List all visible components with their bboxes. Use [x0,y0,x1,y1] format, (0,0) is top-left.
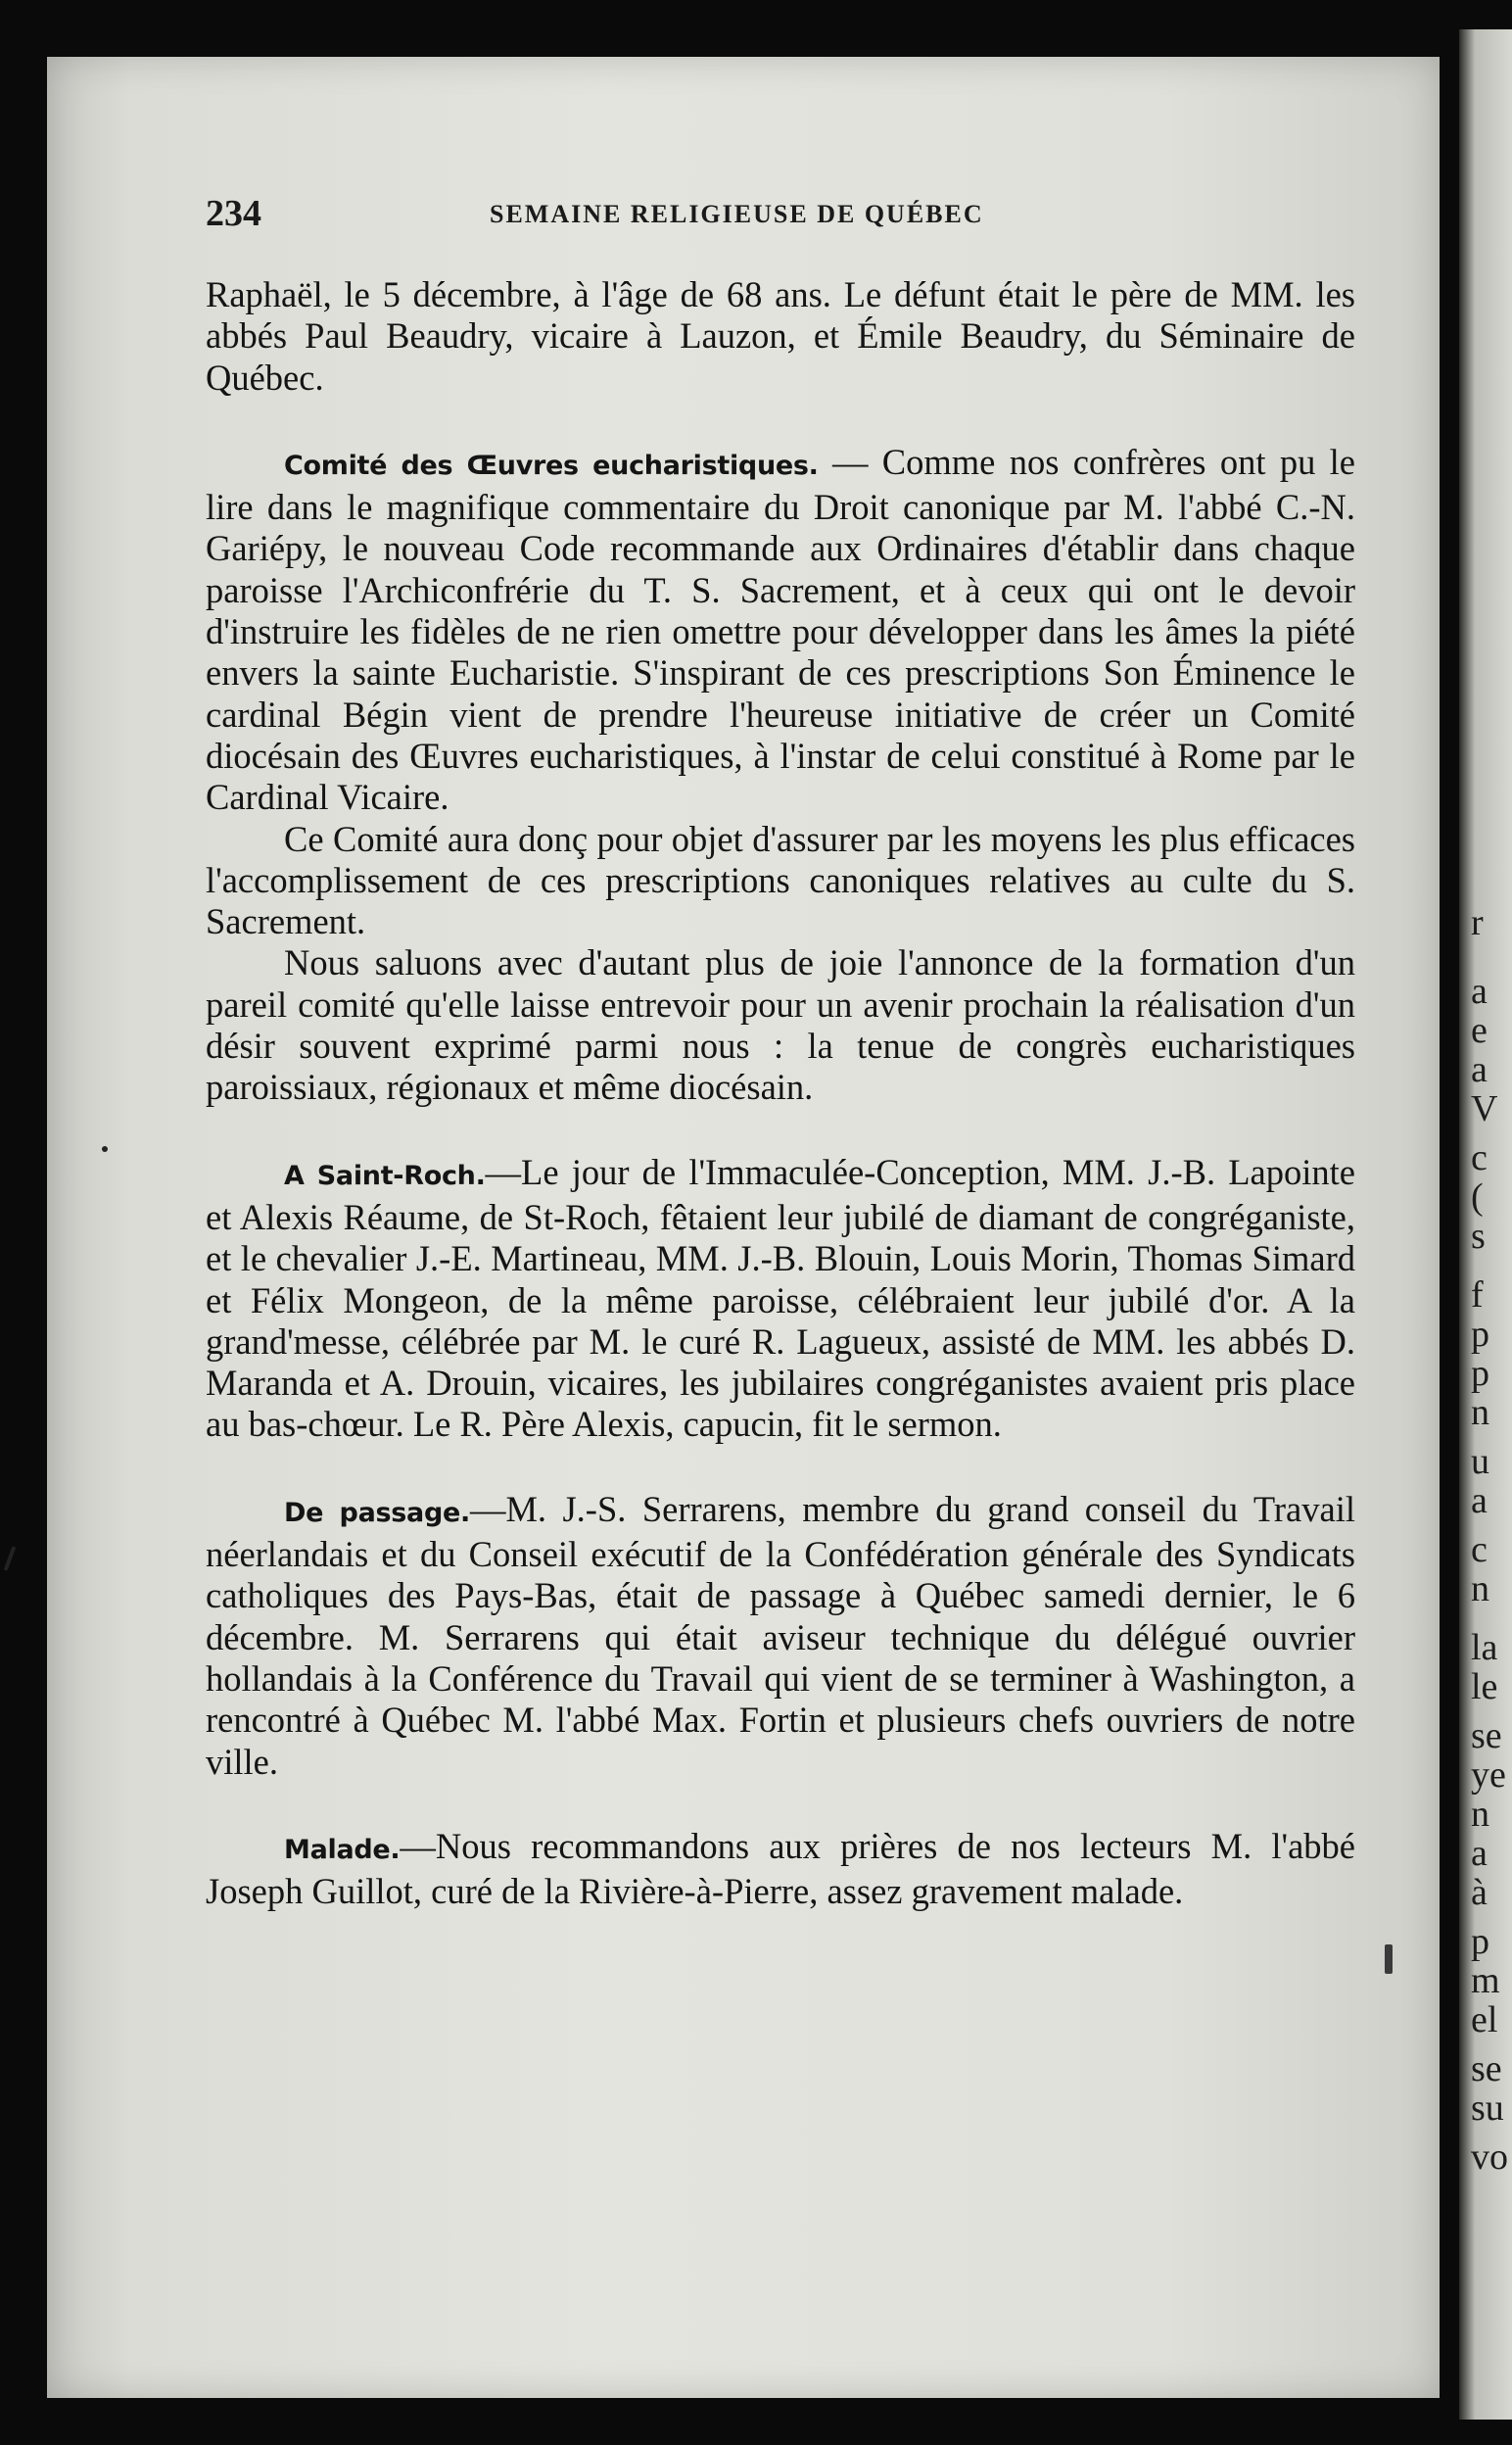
adjacent-page-fragment: a [1471,1049,1488,1090]
adjacent-page-fragment: e [1471,1010,1488,1051]
saint-roch-text: —Le jour de l'Immaculée-Conception, MM. J.-B. Lapointe et Alexis Réaume, de St-Roch, fêtaient leur jubilé de diamant de congréganiste, et le chevalier J.-E. Martineau, MM. J.-B. Blouin, Louis Morin, Thomas Simard et Félix Mongeon, de la même paroisse, célébraient leur jubilé d'or. A la grand'messe, célébrée par M. le curé R. Lagueux, assisté de MM. les abbés D. Maranda et A. Drouin, vicaires, les jubilaires congréganistes avaient pris place au bas-chœur. Le R. Père Alexis, capucin, fit le sermon. [206,1151,1355,1445]
adjacent-page-fragment: V [1471,1088,1498,1129]
adjacent-page-fragment: à [1471,1872,1488,1913]
comite-paragraph-2: Ce Comité aura donç pour objet d'assurer par les moyens les plus efficaces l'accomplissement de ces prescriptions canoniques relatives au culte du S. Sacrement. [206,818,1355,942]
adjacent-page-edge [1459,29,1512,2420]
adjacent-page-fragment: f [1471,1274,1484,1316]
malade-paragraph [206,1826,1355,1913]
adjacent-page-fragment: le [1471,1666,1498,1707]
adjacent-page-fragment: se [1471,2048,1502,2089]
saint-roch-heading: A Saint-Roch. [284,1160,486,1191]
adjacent-page-fragment: p [1471,1921,1489,1962]
adjacent-page-fragment: m [1471,1960,1500,2001]
adjacent-page-fragment: el [1471,1999,1498,2040]
adjacent-page-fragment: p [1471,1353,1489,1394]
adjacent-page-fragment: a [1471,1480,1488,1521]
adjacent-page-fragment: c [1471,1529,1488,1570]
running-head [206,192,1361,241]
malade-text: —Nous recommandons aux prières de nos lecteurs M. l'abbé Joseph Guillot, curé de la Rivière-à-Pierre, assez gravement malade. [206,1825,1355,1912]
adjacent-page-fragment: se [1471,1715,1502,1756]
adjacent-page-fragment: n [1471,1568,1489,1609]
adjacent-page-fragment: n [1471,1392,1489,1433]
adjacent-page-fragment: r [1471,902,1484,943]
saint-roch-paragraph [206,1152,1355,1446]
article-body [206,274,1355,1912]
adjacent-page-fragment: ( [1471,1176,1484,1218]
adjacent-page-fragment: p [1471,1314,1489,1355]
adjacent-page-fragment: ye [1471,1754,1506,1796]
adjacent-page-fragment: n [1471,1794,1489,1835]
opening-paragraph: Raphaël, le 5 décembre, à l'âge de 68 ans. Le défunt était le père de MM. les abbés Paul Beaudry, vicaire à Lauzon, et Émile Beaudry, du Séminaire de Québec. [206,274,1355,398]
ink-speck [1385,1944,1393,1974]
comite-paragraph-3: Nous saluons avec d'autant plus de joie l'annonce de la formation d'un pareil comité qu'elle laisse entrevoir pour un avenir prochain la réalisation d'un désir souvent exprimé parmi nous : la tenue de congrès eucharistiques paroissiaux, régionaux et même diocésain. [206,942,1355,1108]
comite-heading: Comité des Œuvres eucharistiques. [284,450,819,481]
adjacent-page-fragment: c [1471,1137,1488,1178]
running-head-title: SEMAINE RELIGIEUSE DE QUÉBEC [490,200,984,228]
de-passage-paragraph [206,1489,1355,1783]
comite-paragraph [206,442,1355,819]
adjacent-page-fragment: a [1471,971,1488,1012]
adjacent-page-fragment: a [1471,1833,1488,1874]
de-passage-heading: De passage. [284,1497,470,1528]
adjacent-page-fragment: u [1471,1441,1489,1482]
adjacent-page-fragment: la [1471,1627,1498,1668]
malade-heading: Malade. [284,1834,401,1865]
ink-speck [102,1146,108,1152]
adjacent-page-fragment: vo [1471,2136,1508,2178]
de-passage-text: —M. J.-S. Serrarens, membre du grand conseil du Travail néerlandais et du Conseil exécutif de la Confédération générale des Syndicats catholiques des Pays-Bas, était de passage à Québec samedi dernier, le 6 décembre. M. Serrarens qui était aviseur technique du délégué ouvrier hollandais à la Conférence du Travail qui vient de se terminer à Washington, a rencontré à Québec M. l'abbé Max. Fortin et plusieurs chefs ouvriers de notre ville. [206,1488,1355,1782]
adjacent-page-fragment: s [1471,1216,1486,1257]
adjacent-page-fragment: su [1471,2087,1504,2129]
page-number: 234 [206,193,261,234]
comite-text: — Comme nos confrères ont pu le lire dans le magnifique commentaire du Droit canonique par M. l'abbé C.-N. Gariépy, le nouveau Code recommande aux Ordinaires d'établir dans chaque paroisse l'Archiconfrérie du T. S. Sacrement, et à ceux qui ont le devoir d'instruire les fidèles de ne rien omettre pour développer dans les âmes la piété envers la sainte Eucharistie. S'inspirant de ces prescriptions Son Éminence le cardinal Bégin vient de prendre l'heureuse initiative de créer un Comité diocésain des Œuvres eucharistiques, à l'instar de celui constitué à Rome par le Cardinal Vicaire. [206,441,1355,818]
